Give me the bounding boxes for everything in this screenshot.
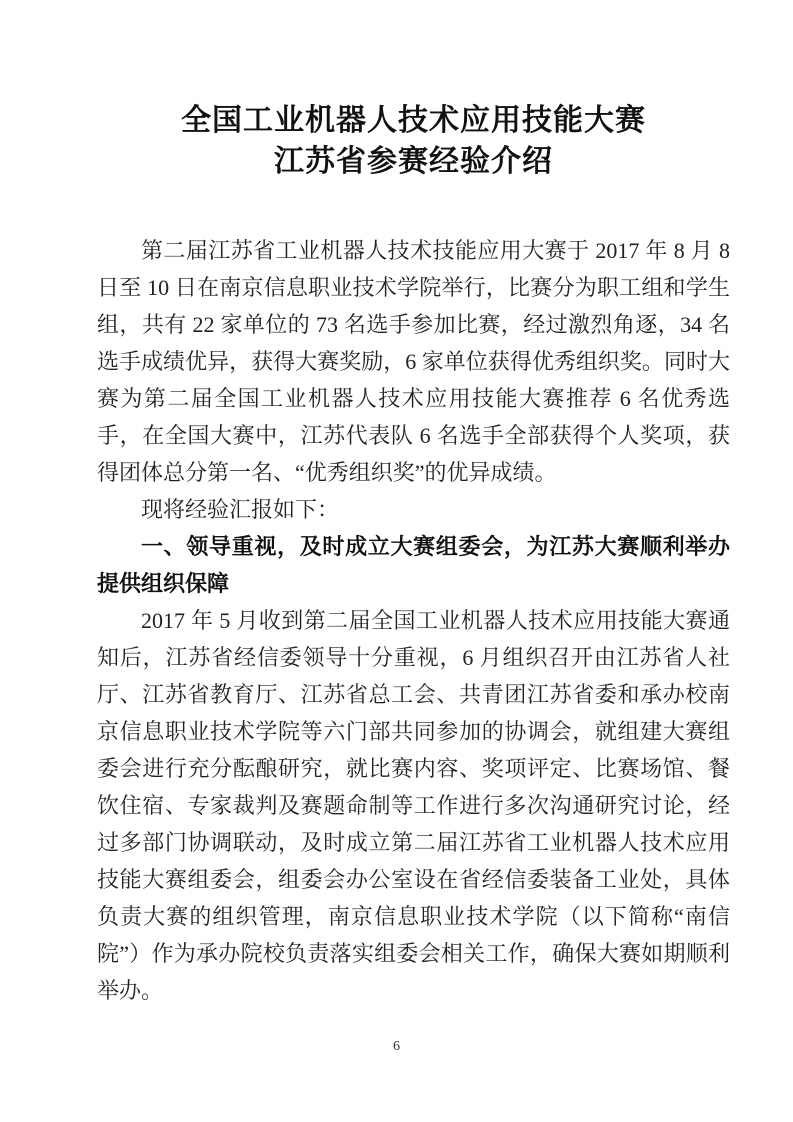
body-paragraph: 第二届江苏省工业机器人技术技能应用大赛于 2017 年 8 月 8 日至 10 日在南京信息职业技术学院举行，比赛分为职工组和学生组，共有 22 家单位的 73 名选手参加比赛，经过激烈角逐，34 名选手成绩优异，获得大赛奖励，6 家单位获得优秀组织奖。同时大赛为第二届全国工业机器人技术应用技能大赛推荐 6 名优秀选手，在全国大赛中，江苏代表队 6 名选手全部获得个人奖项，获得团体总分第一名、“优秀组织奖”的优异成绩。 xyxy=(97,238,730,485)
page-content xyxy=(97,100,730,1009)
paragraphs xyxy=(97,232,730,1009)
document-title xyxy=(97,100,730,182)
body-paragraph: 2017 年 5 月收到第二届全国工业机器人技术应用技能大赛通知后，江苏省经信委领导十分重视，6 月组织召开由江苏省人社厅、江苏省教育厅、江苏省总工会、共青团江苏省委和承办校南京信息职业技术学院等六门部共同参加的协调会，就组建大赛组委会进行充分酝酿研究，就比赛内容、奖项评定、比赛场馆、餐饮住宿、专家裁判及赛题命制等工作进行多次沟通研究讨论，经过多部门协调联动，及时成立第二届江苏省工业机器人技术应用技能大赛组委会，组委会办公室设在省经信委装备工业处，具体负责大赛的组织管理，南京信息职业技术学院（以下简称“南信院”）作为承办院校负责落实组委会相关工作，确保大赛如期顺利举办。 xyxy=(97,608,730,1003)
document-title-line2: 江苏省参赛经验介绍 xyxy=(274,145,553,178)
section-heading: 一、领导重视，及时成立大赛组委会，为江苏大赛顺利举办提供组织保障 xyxy=(97,534,730,596)
page-number-footer: 6 xyxy=(393,1039,400,1054)
document-title-line1: 全国工业机器人技术应用技能大赛 xyxy=(181,104,646,137)
body-paragraph: 现将经验汇报如下： xyxy=(141,497,340,522)
